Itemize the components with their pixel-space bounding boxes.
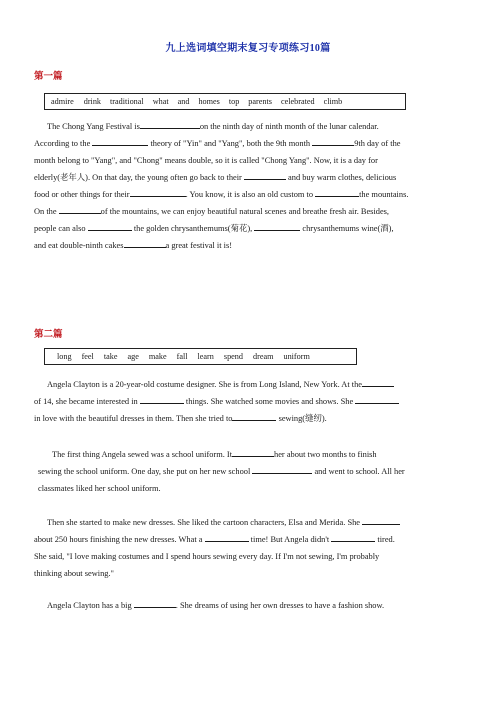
- word-bank-2-word: long: [57, 352, 72, 361]
- blank-11[interactable]: [362, 377, 394, 387]
- blank-14[interactable]: [232, 411, 276, 421]
- section-1-heading: 第一篇: [34, 72, 63, 82]
- word-bank-2-word: feel: [81, 352, 94, 361]
- passage-2-para-1: Angela Clayton is a 20-year-old costume designer. She is from Long Island, New York. At the of 14, she became interested in things. She watched some movies and shows. She in love with the beautiful dresses in them. Then she tried to sewing(缝纫).: [34, 376, 399, 427]
- word-bank-2-word: dream: [253, 352, 274, 361]
- word-bank-2-word: learn: [197, 352, 214, 361]
- blank-4[interactable]: [244, 170, 286, 180]
- document-title: 九上选词填空期末复习专项练习10篇: [165, 43, 331, 54]
- section-2-heading: 第二篇: [34, 330, 63, 340]
- blank-17[interactable]: [362, 515, 400, 525]
- word-bank-1-word: traditional: [110, 97, 144, 106]
- blank-7[interactable]: [59, 204, 101, 214]
- word-bank-1-word: what: [152, 97, 169, 106]
- word-bank-2-word: spend: [223, 352, 243, 361]
- blank-18[interactable]: [205, 532, 249, 542]
- blank-1[interactable]: [140, 119, 200, 129]
- passage-2-para-4: Angela Clayton has a big . She dreams of using her own dresses to have a fashion show.: [34, 597, 384, 614]
- blank-6[interactable]: [315, 187, 359, 197]
- blank-15[interactable]: [232, 447, 274, 457]
- blank-3[interactable]: [312, 136, 354, 146]
- word-bank-1-word: climb: [323, 97, 343, 106]
- word-bank-1-word: top: [228, 97, 240, 106]
- word-bank-2-word: age: [127, 352, 139, 361]
- blank-16[interactable]: [252, 464, 312, 474]
- word-bank-2-word: uniform: [283, 352, 310, 361]
- word-bank-1-word: drink: [83, 97, 102, 106]
- word-bank-2-word: fall: [176, 352, 188, 361]
- blank-20[interactable]: [134, 598, 176, 608]
- blank-9[interactable]: [254, 221, 300, 231]
- blank-19[interactable]: [331, 532, 375, 542]
- blank-2[interactable]: [92, 136, 148, 146]
- blank-8[interactable]: [88, 221, 132, 231]
- word-bank-1-word: homes: [198, 97, 220, 106]
- word-bank-1-word: admire: [51, 97, 74, 106]
- word-bank-1: [44, 93, 406, 110]
- word-bank-1-word: parents: [248, 97, 272, 106]
- word-bank-2-word: make: [148, 352, 167, 361]
- word-bank-1-word: and: [177, 97, 190, 106]
- passage-1: The Chong Yang Festival is on the ninth day of ninth month of the lunar calendar. According to the theory of "Yin" and "Yang", both the 9th month 9th day of the month belong to "Yang", and "Chong" means double, so it is called "Chong Yang". Now, it is a day for elderly(老年人). On that day, the young often go back to their and buy warm clothes, delicious food or other things for their . You know, it is also an old custom to the mountains. On the of the mountains, we can enjoy beautiful natural scenes and breathe fresh air. Besides, people can also the golden chrysanthemums(菊花), chrysanthemums wine(酒), and eat double-ninth cakes a great festival it is!: [34, 118, 408, 254]
- passage-2-para-2: The first thing Angela sewed was a school uniform. It her about two months to finish sewing the school uniform. One day, she put on her new school and went to school. All her classmates liked her school uniform.: [34, 446, 405, 497]
- word-bank-2-word: take: [103, 352, 118, 361]
- blank-5[interactable]: [130, 187, 186, 197]
- passage-2-para-3: Then she started to make new dresses. She liked the cartoon characters, Elsa and Merida. She about 250 hours finishing the new dresses. What a time! But Angela didn't tired. She said, "I love making costumes and I spend hours sewing every day. If I'm not sewing, I'm probably thinking about sewing.": [34, 514, 400, 582]
- blank-12[interactable]: [140, 394, 184, 404]
- word-bank-1-word: celebrated: [280, 97, 315, 106]
- word-bank-2: [44, 348, 357, 365]
- blank-10[interactable]: [124, 238, 166, 248]
- blank-13[interactable]: [355, 394, 399, 404]
